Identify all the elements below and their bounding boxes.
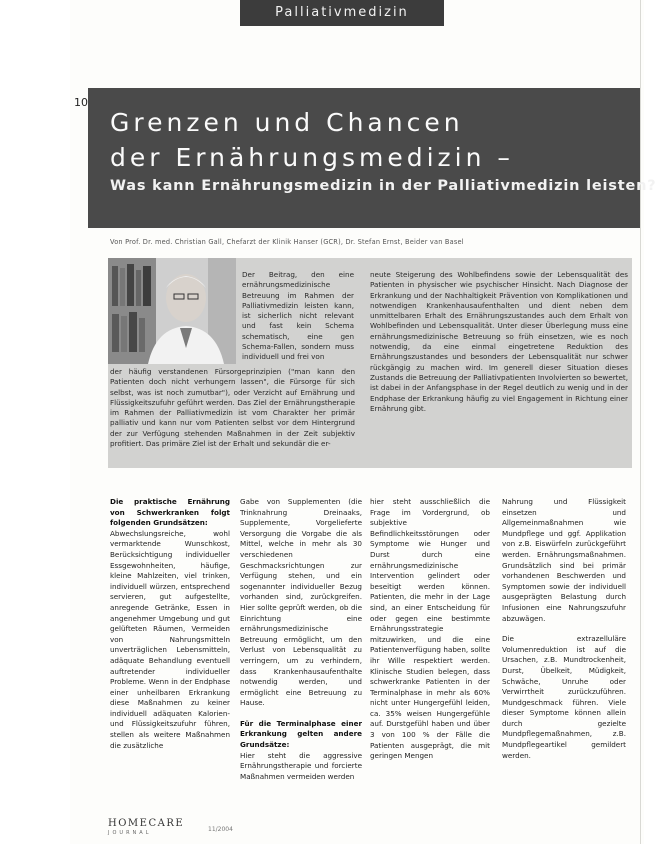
publication-logo: HOMECARE [108,818,185,829]
column-3-body: hier steht ausschließlich die Frage im Vordergrund, ob subjektive Befindlichkeitsstörungen oder Symptome wie Hunger und Durst durch eine ernährungsmedizinische Intervention gelindert oder beseitigt werden können. Patienten, die mehr in der Lage sind, an einer Entscheidung für oder gegen eine bestimmte Ernährungsstrategie mitzuwirken, und die eine Patientenverfügung haben, sollte ihr Wille respektiert werden. Klinische Studien belegen, dass schwerkranke Patienten in der Terminalphase in mehr als 60% nicht unter Hungergefühl leiden, ca. 35% weisen Hungergefühle auf. Durstgefühl haben und über 3 von 100 % der Fälle die Patienten ausgeprägt, die mit geringen Mengen [370,497,490,761]
column-4-body-2: Die extrazelluläre Volumenreduktion ist auf die Ursachen, z.B. Mundtrockenheit, Durst, Übelkeit, Müdigkeit, Schwäche, Unruhe oder Verwirrtheit zurückzuführen. Mundgeschmack führen. Viele dieser Symptome können allein durch gezielte Mundpflegemaßnahmen, z.B. Mundpflegeartikel gemildert werden. [502,634,626,760]
column-2-heading: Für die Terminalphase einer Erkrankung gelten andere Grundsätze: [240,718,362,750]
column-1 [110,497,230,807]
scan-margin [0,0,70,844]
column-2-gap [240,709,362,719]
column-4-body: Nahrung und Flüssigkeit einsetzen und Allgemeinmaßnahmen wie Mundpflege und ggf. Applikation von z.B. Eiswürfeln zurückgeführt werden. Ernährungsmaßnahmen. Grundsätzlich sind bei primär vorhandenen Beschwerden und Symptomen sowie der individuell ausgeprägten Belastung durch Infusionen eine Nahrungszufuhr abzuwägen. [502,497,626,623]
article-subtitle: Was kann Ernährungsmedizin in der Palliativmedizin leisten? [110,178,657,194]
page-number: 10 [74,96,88,109]
section-header: Palliativmedizin [240,0,444,26]
publication-logo-sub: JOURNAL [108,830,152,836]
intro-text-beside-photo: Der Beitrag, den eine ernährungsmedizinische Betreuung im Rahmen der Palliativmedizin leisten kann, ist sicherlich nicht relevant und fast kein Schema schematisch, eine gen Schema-Fallen, sondern muss individuell und frei von [242,270,354,362]
column-1-heading: Die praktische Ernährung von Schwerkranken folgt folgenden Grundsätzen: [110,497,230,528]
column-2-body: Gabe von Supplementen (die Trinknahrung Dreinaaks, Supplemente, Vorgelieferte Versorgung die Vorgabe die als Mittel, welche in mehr als 30 verschiedenen Geschmacksrichtungen zur Verfügung stehen, und ein sogenannter individueller Bezug vorhanden sind, zurückgreifen. Hier sollte geprüft werden, ob die Einrichtung eine ernährungsmedizinische Betreuung ermöglicht, um den Verlust von Lebensqualität zu verringern, um zu verhindern, dass Krankenhausaufenthalte notwendig werden, und ermöglicht eine Betreuung zu Hause. [240,497,362,708]
column-2-body-2: Hier steht die aggressive Ernährungstherapie und forcierte Maßnahmen vermeiden werden [240,750,362,781]
article-title [110,105,514,175]
intro-text-right: neute Steigerung des Wohlbefindens sowie der Lebensqualität des Patienten in physischer wie psychischer Hinsicht. Nach Diagnose der Erkrankung und der Nachhaltigkeit Prävention von Komplikationen und notwendigen Krankenhausaufenthalten und dient neben dem unmittelbaren Erhalt des Ernährungszustandes auch dem Erhalt von Wohlbefinden und Lebensqualität. Unter dieser Überlegung muss eine ernährungsmedizinische Betreuung so früh einsetzen, wie es noch notwendig, da eine einmal eingetretene Reduktion des Ernährungszustandes und besonders der Lebensqualität nur schwer rückgängig zu machen wird. Im generell dieser Situation dieses Zustands die Betreuung der Palliativpatienten Involvierten so bewertet, ist dabei in der Anfangsphase in der Regel deutlich zu wenig und in der Endphase der Erkrankung häufig zu viel Engagement in Richtung einer Ernährung gibt. [370,270,628,413]
column-3 [370,497,490,807]
column-4 [502,497,626,807]
intro-text-below-photo: der häufig verstandenen Fürsorgeprinzipien ("man kann den Patienten doch nicht verhungern lassen", die Fürsorge für sich selbst, was ist noch zumutbar"), oder Verzicht auf Ernährung und Flüssigkeitszufuhr geführt werden. Das Ziel der Ernährungstherapie im Rahmen der Palliativmedizin ist vom Charakter her primär palliativ und kann nur vom Patienten selbst vor dem Hintergrund der zur Verfügung stehenden Maßnahmen in der Zeit subjektiv profitiert. Das primäre Ziel ist der Erhalt und sekundär die er- [110,367,355,449]
author-photo [108,258,236,364]
column-4-gap [502,624,626,634]
author-line: Von Prof. Dr. med. Christian Gall, Chefarzt der Klinik Hanser (GCR), Dr. Stefan Ernst, Beider van Basel [110,238,464,246]
column-1-body: Abwechslungsreiche, wohl vermarktende Wunschkost, Berücksichtigung individueller Essgewohnheiten, häufige, kleine Mahlzeiten, viel trinken, individuell würzen, entsprechend servieren, gut aufgestellte, anregende Getränke, Essen in angenehmer Umgebung und gut gelüfteten Räumen, Vermeiden von Nahrungsmitteln unverträglichen Lebensmitteln, adäquate Behandlung eventuell auftretender individueller Probleme. Wenn in der Endphase einer unheilbaren Erkrankung diese Maßnahmen zu keiner individuell adäquaten Kalorien- und Flüssigkeitszufuhr führen, stellen als weitere Maßnahmen die zusätzliche [110,528,230,750]
title-line-1: Grenzen und Chancen [110,108,464,137]
column-2 [240,497,362,807]
title-line-2: der Ernährungsmedizin – [110,143,514,172]
page-edge [640,0,641,844]
portrait-image [108,258,236,364]
issue-code: 11/2004 [208,826,233,833]
